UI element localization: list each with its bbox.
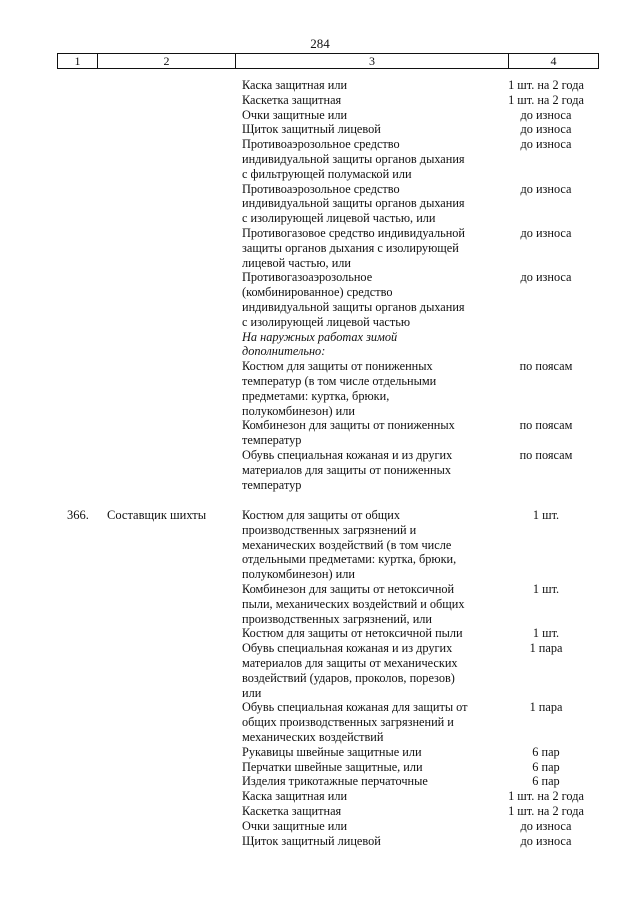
item-description: [242, 93, 487, 108]
list-item: [242, 818, 572, 834]
item-description-line: Очки защитные или: [242, 818, 348, 833]
item-description: [242, 745, 487, 760]
item-description: [242, 330, 487, 360]
item-description: [242, 789, 487, 804]
item-description: [242, 641, 487, 700]
item-description-line: материалов для защиты от пониженных: [242, 462, 452, 477]
item-norm: 6 пар: [532, 744, 560, 759]
item-description-line: индивидуальной защиты органов дыхания: [242, 299, 465, 314]
item-description-line: производственных загрязнений, или: [242, 611, 433, 626]
list-item: [242, 122, 572, 137]
item-description: [242, 804, 487, 819]
list-item: [242, 744, 560, 760]
item-description: [242, 774, 487, 789]
item-norm: до износа: [520, 122, 572, 137]
item-description: [242, 78, 487, 93]
column-header-4: 4: [550, 54, 557, 68]
list-item: [242, 107, 572, 123]
list-item: [242, 641, 563, 700]
item-description-line: Противогазоаэрозольное: [242, 270, 373, 285]
item-list: [242, 78, 584, 492]
item-description-line: индивидуальной защиты органов дыхания: [242, 151, 465, 166]
list-item: [242, 581, 560, 626]
item-description-line: Рукавицы швейные защитные или: [242, 744, 422, 759]
item-description-line: Комбинезон для защиты от нетоксичной: [242, 581, 455, 596]
item-norm: до износа: [520, 181, 572, 196]
item-description-line: Изделия трикотажные перчаточные: [242, 774, 428, 789]
item-description-line: Каска защитная или: [242, 789, 348, 804]
item-description-line: (комбинированное) средство: [242, 285, 393, 300]
item-norm: до износа: [520, 818, 572, 833]
item-norm: 1 шт.: [532, 581, 560, 596]
item-description-line: пыли, механических воздействий и общих: [242, 596, 465, 611]
item-description-line: Щиток защитный лицевой: [242, 833, 381, 848]
item-norm: по поясам: [519, 418, 573, 433]
item-norm: до износа: [520, 833, 572, 848]
item-description-line: дополнительно:: [242, 344, 326, 359]
item-description-line: Щиток защитный лицевой: [242, 122, 381, 137]
item-description-line: Каскетка защитная: [242, 92, 342, 107]
item-description: [242, 448, 487, 492]
item-description: [242, 582, 487, 626]
item-description-line: полукомбинезон) или: [242, 567, 355, 582]
item-norm: по поясам: [519, 447, 573, 462]
list-item: [242, 181, 572, 226]
item-norm: 6 пар: [532, 774, 560, 789]
item-description-line: Каскетка защитная: [242, 803, 342, 818]
item-description-line: общих производственных загрязнений и: [242, 715, 454, 730]
item-description: [242, 122, 487, 137]
item-description-line: На наружных работах зимой: [242, 329, 398, 344]
item-norm: 1 шт. на 2 года: [508, 803, 584, 818]
item-norm: 1 шт.: [532, 626, 560, 641]
item-description-line: температур (в том числе отдельными: [242, 373, 437, 388]
item-description-line: Обувь специальная кожаная и из других: [242, 641, 453, 656]
item-norm: до износа: [520, 270, 572, 285]
item-norm: 1 пара: [529, 641, 563, 656]
item-norm: до износа: [520, 225, 572, 240]
list-item: [242, 359, 573, 418]
item-description: [242, 226, 487, 270]
profession-name: Составщик шихты: [107, 508, 207, 522]
column-header-3: 3: [236, 54, 509, 68]
item-description-line: отдельными предметами: куртка, брюки,: [242, 552, 457, 567]
list-item: [242, 774, 560, 789]
item-norm: по поясам: [519, 359, 573, 374]
item-description-line: производственных загрязнений и: [242, 522, 417, 537]
item-description: [242, 137, 487, 181]
item-description-line: индивидуальной защиты органов дыхания: [242, 196, 465, 211]
item-description-line: температур: [242, 477, 302, 492]
item-description-line: Костюм для защиты от пониженных: [242, 359, 433, 374]
list-item: [242, 270, 572, 329]
item-description-line: воздействий (ударов, проколов, порезов): [242, 670, 455, 685]
item-description-line: с изолирующей лицевой частью: [242, 314, 411, 329]
item-description-line: с изолирующей лицевой частью, или: [242, 211, 436, 226]
item-norm: до износа: [520, 137, 572, 152]
list-item: [242, 418, 573, 448]
item-description-line: Противогазовое средство индивидуальной: [242, 225, 466, 240]
item-description-line: Противоаэрозольное средство: [242, 181, 400, 196]
list-item: [242, 700, 563, 744]
item-description-line: Обувь специальная кожаная и из других: [242, 447, 453, 462]
item-description: [242, 508, 487, 582]
list-item: [242, 833, 572, 849]
list-item: [242, 626, 560, 641]
item-norm: 1 шт. на 2 года: [508, 789, 584, 804]
item-description: [242, 108, 487, 123]
list-item: [242, 789, 584, 804]
list-item: [242, 137, 572, 181]
item-description-line: температур: [242, 433, 302, 448]
item-norm: 1 пара: [529, 700, 563, 715]
item-description: [242, 760, 487, 775]
list-item: [242, 447, 573, 492]
item-list: [242, 508, 584, 848]
item-description: [242, 834, 487, 849]
item-description-line: материалов для защиты от механических: [242, 655, 458, 670]
item-description: [242, 700, 487, 744]
item-description-line: защиты органов дыхания с изолирующей: [242, 240, 459, 255]
item-description-line: механических воздействий (в том числе: [242, 537, 452, 552]
list-item: [242, 759, 560, 775]
list-item: [242, 508, 560, 582]
list-item: [242, 803, 584, 819]
column-header-1: 1: [58, 54, 98, 68]
item-description-line: механических воздействий: [242, 729, 384, 744]
item-description: [242, 418, 487, 448]
column-header-2: 2: [98, 54, 236, 68]
item-description-line: Обувь специальная кожаная для защиты от: [242, 700, 468, 715]
item-norm: 6 пар: [532, 759, 560, 774]
item-norm: 1 шт. на 2 года: [508, 92, 584, 107]
item-description-line: Очки защитные или: [242, 107, 348, 122]
item-norm: 1 шт. на 2 года: [508, 78, 584, 92]
item-norm: до износа: [520, 107, 572, 122]
item-description-line: Костюм для защиты от нетоксичной пыли: [242, 626, 463, 641]
list-item: [242, 330, 502, 360]
item-description: [242, 270, 487, 329]
item-description: [242, 819, 487, 834]
item-description-line: полукомбинезон) или: [242, 403, 355, 418]
item-description-line: Каска защитная или: [242, 78, 348, 92]
item-description-line: Перчатки швейные защитные, или: [242, 759, 423, 774]
item-description-line: с фильтрующей полумаской или: [242, 166, 412, 181]
item-description-line: предметами: куртка, брюки,: [242, 388, 390, 403]
item-description: [242, 359, 487, 418]
list-item: [242, 78, 584, 93]
item-description: [242, 626, 487, 641]
table-header-row: [57, 53, 599, 69]
item-description-line: лицевой частью, или: [242, 255, 351, 270]
item-description-line: или: [242, 685, 262, 700]
item-description-line: Комбинезон для защиты от пониженных: [242, 418, 455, 433]
item-description-line: Костюм для защиты от общих: [242, 508, 400, 522]
list-item: [242, 92, 584, 108]
row-number: 366.: [67, 508, 89, 522]
list-item: [242, 225, 572, 270]
page-number: 284: [310, 36, 330, 51]
item-norm: 1 шт.: [532, 508, 560, 522]
item-description: [242, 182, 487, 226]
item-description-line: Противоаэрозольное средство: [242, 137, 400, 152]
